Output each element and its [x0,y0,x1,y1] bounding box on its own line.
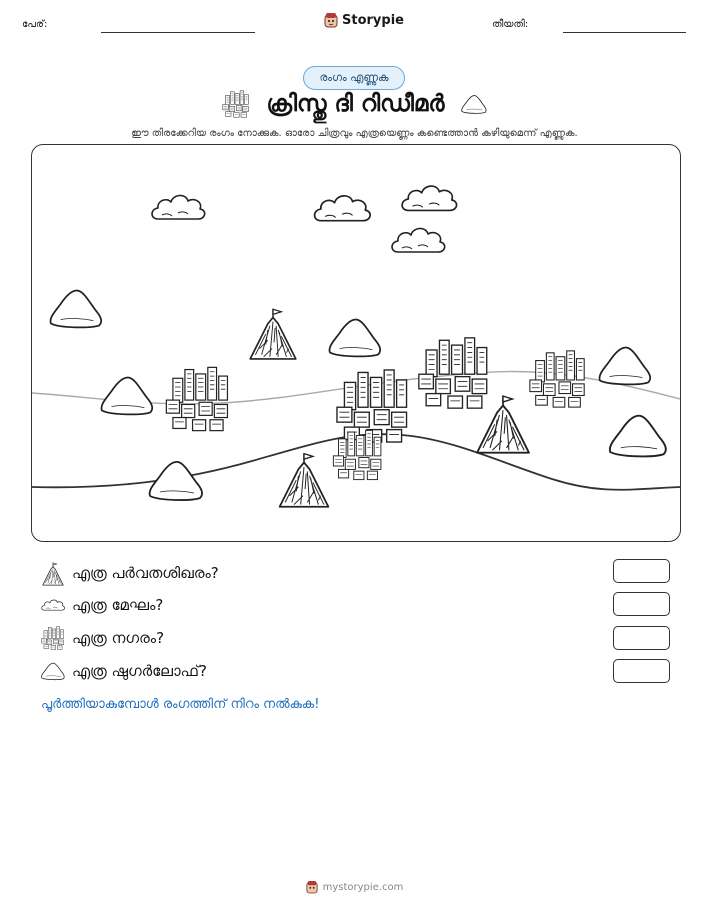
page-title: ക്രിസ്തു ദി റിഡീമർ [266,91,445,117]
worksheet-tag: രംഗം എണ്ണുക [303,66,405,90]
peak-icon [250,309,296,359]
answer-box-cloud[interactable] [613,592,670,616]
sugarloaf-icon [610,416,666,457]
city-icon [221,89,251,119]
answer-box-sugarloaf[interactable] [613,659,670,683]
cloud-icon [392,228,445,252]
sugarloaf-icon [599,347,650,384]
cloud-icon [40,595,66,615]
peak-icon [280,454,329,507]
brand-name: Storypie [342,12,404,28]
date-label: തീയതി: [492,19,529,30]
brand [324,12,404,28]
peak-icon [477,396,529,453]
color-prompt: പൂർത്തിയാകുമ്പോൾ രംഗത്തിന് നിറം നൽകുക! [41,697,320,712]
scene-illustration [32,145,680,541]
sugarloaf-icon [150,462,202,500]
city-icon [419,338,487,408]
answer-box-peak[interactable] [613,559,670,583]
instructions: ഈ തിരക്കേറിയ രംഗം നോക്കുക. ഓരോ ചിത്രവും എത്രയെണ്ണം കണ്ടെത്താൻ കഴിയുമെന്ന് എണ്ണുക. [131,128,578,139]
peak-icon [40,560,66,586]
storypie-logo-icon [306,880,318,894]
city-icon [166,367,227,430]
question-sugarloaf [40,658,207,684]
footer-site[interactable]: mystorypie.com [322,881,404,893]
footer [0,880,709,894]
title-row [0,89,709,119]
name-label: പേര്: [22,19,48,30]
sugarloaf-icon [50,290,101,327]
question-city [40,625,164,651]
cloud-icon [402,186,456,210]
question-peak [40,560,219,586]
date-field[interactable] [563,32,686,33]
cloud-icon [315,196,371,221]
question-text: എത്ര ഷുഗർലോഫ്? [72,662,207,680]
cloud-icon [152,195,205,219]
city-icon [530,351,584,407]
question-cloud [40,592,163,618]
sugarloaf-icon [460,93,488,115]
question-text: എത്ര പർവതശിഖരം? [72,564,219,582]
sugarloaf-icon [40,661,66,681]
scene-panel [31,144,681,542]
answer-box-city[interactable] [613,626,670,650]
sugarloaf-icon [101,377,152,414]
city-icon [40,625,66,651]
name-field[interactable] [101,32,255,33]
question-text: എത്ര മേഘം? [72,596,164,614]
sugarloaf-icon [329,319,380,356]
question-text: എത്ര നഗരം? [72,629,165,647]
storypie-logo-icon [324,12,338,28]
